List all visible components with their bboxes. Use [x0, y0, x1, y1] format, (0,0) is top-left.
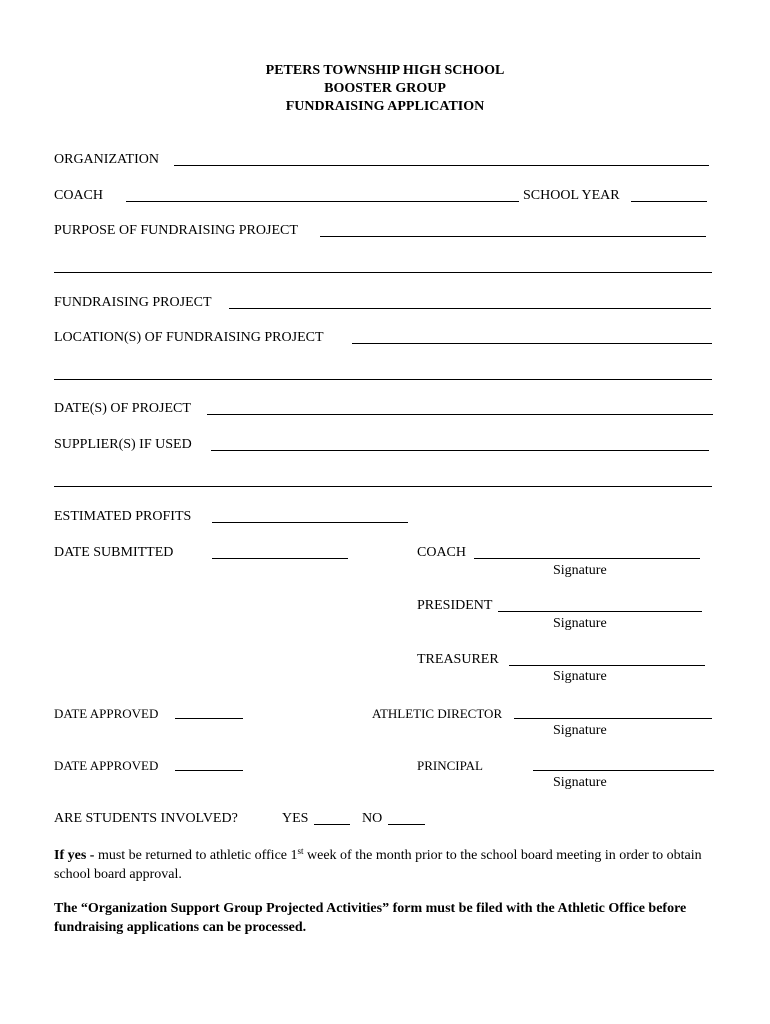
dates-label: DATE(S) OF PROJECT	[54, 401, 191, 416]
purpose-label: PURPOSE OF FUNDRAISING PROJECT	[54, 223, 298, 238]
treasurer-signature-label: TREASURER	[417, 652, 499, 667]
coach-signature-blank[interactable]	[474, 558, 700, 559]
yes-label: YES	[282, 811, 309, 826]
if-yes-superscript: st	[297, 846, 304, 856]
principal-signature-blank[interactable]	[533, 770, 714, 771]
form-title: FUNDRAISING APPLICATION	[285, 99, 485, 114]
purpose-blank-line-2[interactable]	[54, 272, 712, 273]
date-submitted-blank[interactable]	[212, 558, 348, 559]
if-yes-text-a: must be returned to athletic office 1	[94, 848, 298, 863]
principal-signature-label: PRINCIPAL	[417, 758, 483, 773]
date-approved-blank-1[interactable]	[175, 718, 243, 719]
school-name: PETERS TOWNSHIP HIGH SCHOOL	[265, 63, 505, 78]
principal-signature-caption: Signature	[553, 775, 607, 790]
school-year-blank[interactable]	[631, 201, 707, 202]
coach-signature-label: COACH	[417, 545, 467, 560]
project-blank[interactable]	[229, 308, 711, 309]
date-approved-label-1: DATE APPROVED	[54, 706, 159, 721]
date-approved-blank-2[interactable]	[175, 770, 243, 771]
organization-support-notice: The “Organization Support Group Projected Activities” form must be filed with the Athletic Office before fundraising applications can be processed.	[54, 901, 687, 935]
locations-blank[interactable]	[352, 343, 712, 344]
dates-blank[interactable]	[207, 414, 713, 415]
project-label: FUNDRAISING PROJECT	[54, 295, 212, 310]
students-involved-label: ARE STUDENTS INVOLVED?	[54, 811, 238, 826]
organization-blank[interactable]	[174, 165, 709, 166]
purpose-blank[interactable]	[320, 236, 706, 237]
athletic-director-signature-blank[interactable]	[514, 718, 712, 719]
date-submitted-label: DATE SUBMITTED	[54, 545, 174, 560]
if-yes-note	[54, 846, 719, 884]
if-yes-text-b: week of the month prior to the school board meeting in order to obtain school board approval.	[54, 848, 702, 882]
suppliers-label: SUPPLIER(S) IF USED	[54, 437, 192, 452]
athletic-director-signature-label: ATHLETIC DIRECTOR	[372, 706, 503, 721]
athletic-director-signature-caption: Signature	[553, 723, 607, 738]
suppliers-blank-line-2[interactable]	[54, 486, 712, 487]
organization-label: ORGANIZATION	[54, 152, 159, 167]
locations-blank-line-2[interactable]	[54, 379, 712, 380]
suppliers-blank[interactable]	[211, 450, 709, 451]
president-signature-caption: Signature	[553, 616, 607, 631]
treasurer-signature-blank[interactable]	[509, 665, 705, 666]
yes-blank[interactable]	[314, 824, 350, 825]
no-blank[interactable]	[388, 824, 425, 825]
treasurer-signature-caption: Signature	[553, 669, 607, 684]
estimated-profits-blank[interactable]	[212, 522, 408, 523]
estimated-profits-label: ESTIMATED PROFITS	[54, 509, 192, 524]
coach-signature-caption: Signature	[553, 563, 607, 578]
if-yes-prefix: If yes -	[54, 848, 95, 863]
president-signature-blank[interactable]	[498, 611, 702, 612]
date-approved-label-2: DATE APPROVED	[54, 758, 159, 773]
president-signature-label: PRESIDENT	[417, 598, 493, 613]
group-name: BOOSTER GROUP	[324, 81, 446, 96]
coach-blank[interactable]	[126, 201, 519, 202]
school-year-label: SCHOOL YEAR	[523, 188, 620, 203]
coach-label: COACH	[54, 188, 104, 203]
locations-label: LOCATION(S) OF FUNDRAISING PROJECT	[54, 330, 324, 345]
no-label: NO	[362, 811, 383, 826]
